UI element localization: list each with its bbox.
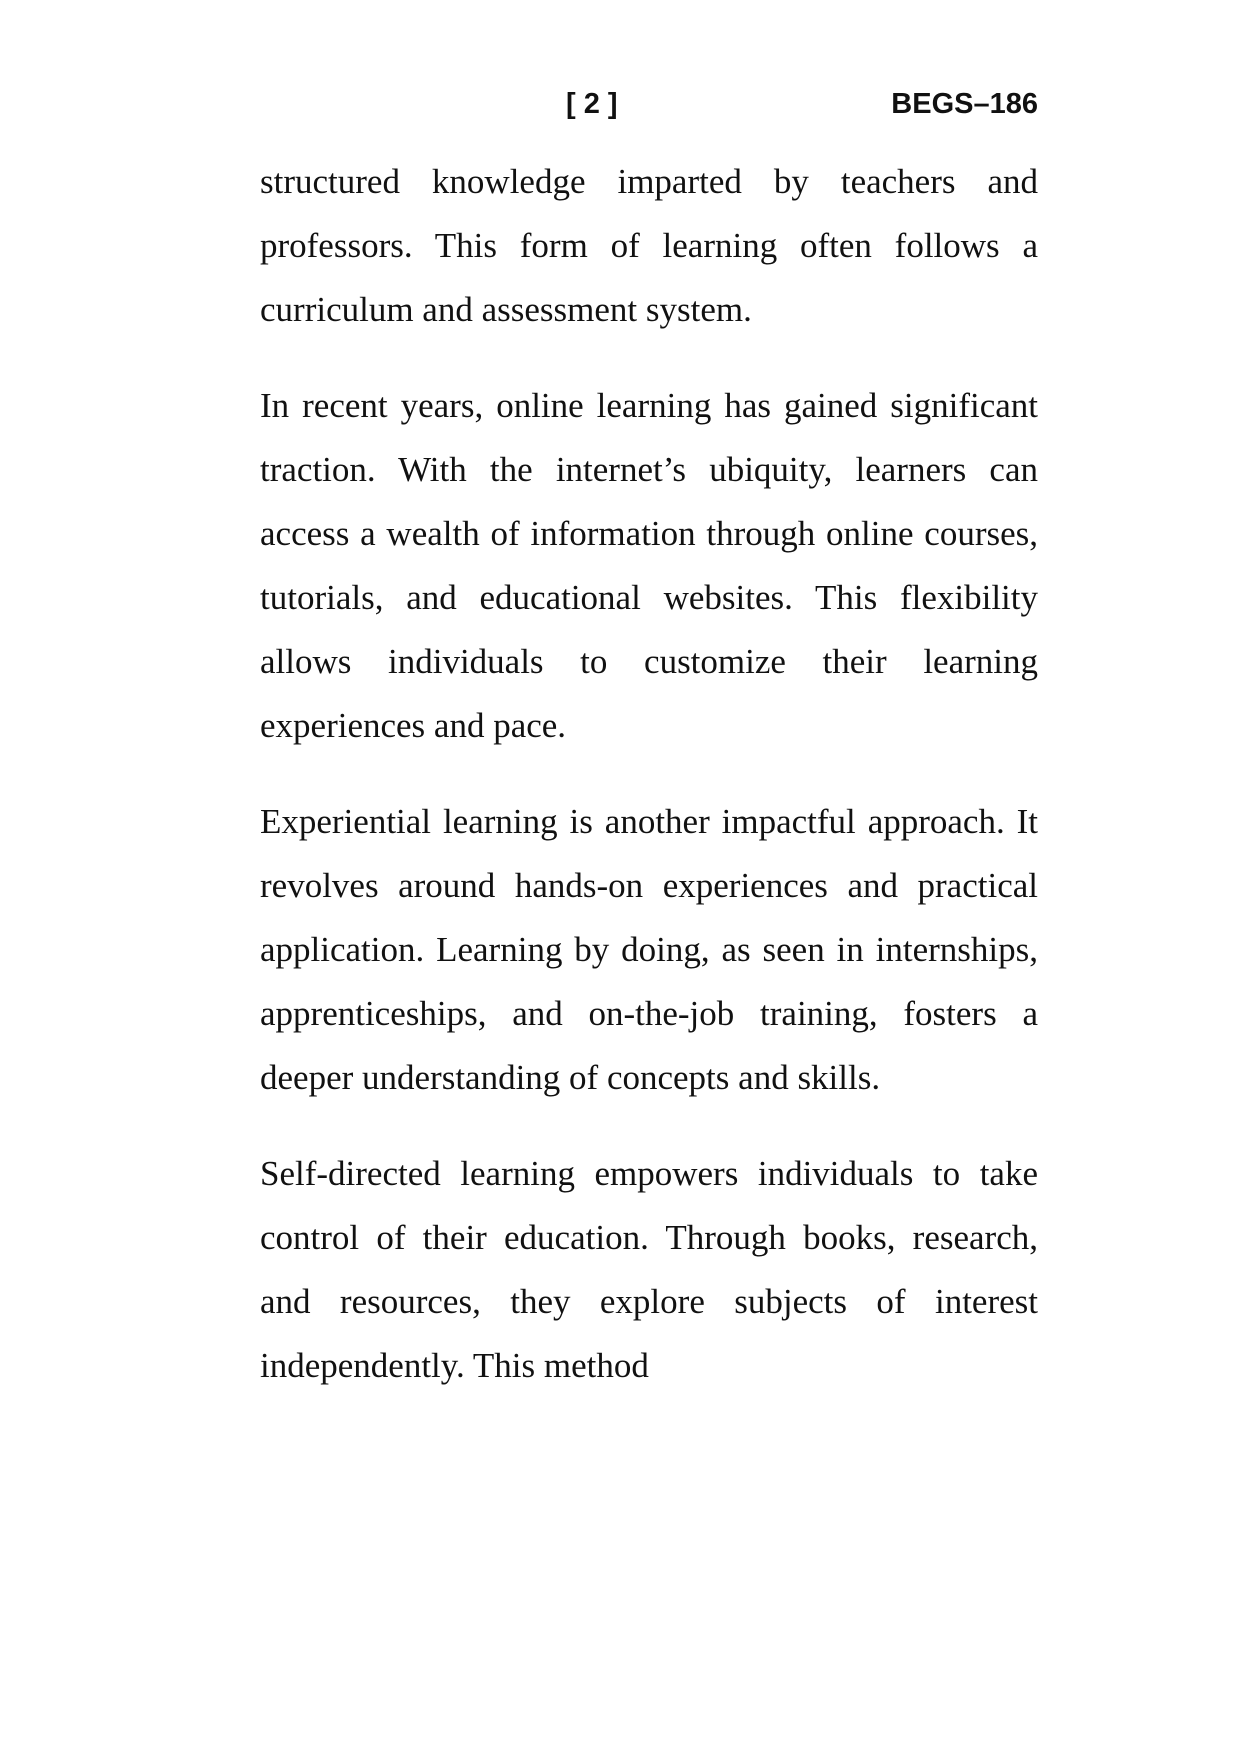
paragraph-experiential-learning: Experiential learning is another impactful approach. It revolves around hands-on experiences and practical application. Learning by doing, as seen in internships, apprenticeships, and on-the-job training, fosters a deeper understanding of concepts and skills. [260,802,1038,1097]
page-number: [ 2 ] [566,88,618,120]
page-header [0,88,1241,128]
paper-code: BEGS–186 [891,88,1038,120]
paragraph-self-directed-learning: Self-directed learning empowers individuals to take control of their education. Through books, research, and resources, they explore subjects of interest independently. This method [260,1154,1038,1385]
paragraph-formal-learning: structured knowledge imparted by teachers and professors. This form of learning often follows a curriculum and assessment system. [260,162,1038,329]
body-text [260,150,1038,1430]
paragraph-online-learning: In recent years, online learning has gained significant traction. With the internet’s ubiquity, learners can access a wealth of information through online courses, tutorials, and educational websites. This flexibility allows individuals to customize their learning experiences and pace. [260,386,1038,745]
